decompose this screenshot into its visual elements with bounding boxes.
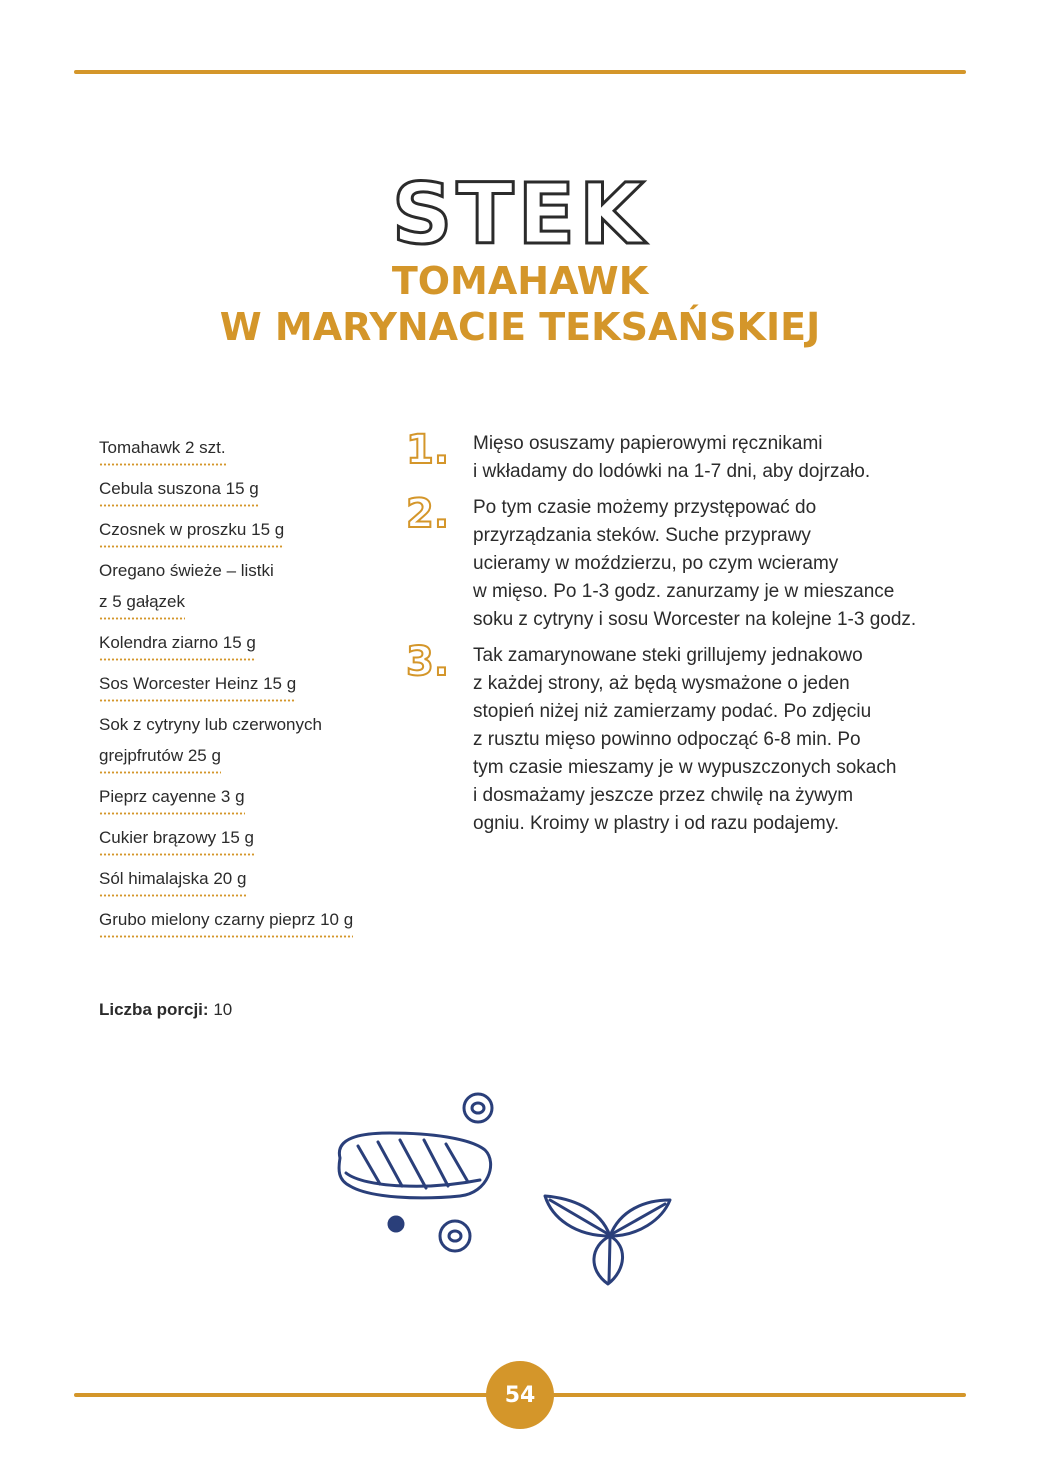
step-line: i dosmażamy jeszcze przez chwilę na żywym bbox=[473, 785, 854, 806]
step-line: tym czasie mieszamy je w wypuszczonych sokach bbox=[473, 757, 897, 778]
herb-leaves-icon bbox=[545, 1196, 670, 1284]
step-number: 3. bbox=[406, 639, 450, 685]
food-illustration bbox=[320, 1088, 720, 1288]
step-line: Po tym czasie możemy przystępować do bbox=[473, 497, 817, 518]
step-line: stopień niżej niż zamierzamy podać. Po zdjęciu bbox=[473, 701, 872, 722]
ingredient-item: Sos Worcester Heinz 15 g bbox=[99, 668, 296, 702]
step-line: Tak zamarynowane steki grillujemy jednakowo bbox=[473, 645, 863, 666]
step-line: w mięso. Po 1-3 godz. zanurzamy je w mieszance bbox=[473, 581, 895, 602]
peppercorn-icon bbox=[389, 1217, 403, 1231]
onion-ring-icon bbox=[440, 1221, 470, 1251]
ingredient-item: Kolendra ziarno 15 g bbox=[99, 627, 256, 661]
step-number: 1. bbox=[406, 427, 450, 473]
step-line: soku z cytryny i sosu Worcester na kolejne 1-3 godz. bbox=[473, 609, 917, 630]
step-line: Mięso osuszamy papierowymi ręcznikami bbox=[473, 433, 823, 454]
preparation-steps bbox=[406, 427, 966, 846]
ingredient-item: Tomahawk 2 szt. bbox=[99, 432, 226, 466]
subtitle-line-2: W MARYNACIE TEKSAŃSKIEJ bbox=[219, 305, 821, 349]
step-line: z każdej strony, aż będą wysmażone o jeden bbox=[473, 673, 850, 694]
step-3 bbox=[406, 639, 966, 838]
step-text bbox=[473, 494, 966, 634]
subtitle-line-1: TOMAHAWK bbox=[391, 259, 649, 303]
servings-label: Liczba porcji: bbox=[99, 1000, 209, 1019]
recipe-subtitle bbox=[0, 258, 1040, 350]
page-title: STEK bbox=[391, 165, 649, 263]
ingredient-item: Cukier brązowy 15 g bbox=[99, 822, 254, 856]
ingredient-item: Cebula suszona 15 g bbox=[99, 473, 259, 507]
servings bbox=[99, 1000, 232, 1020]
step-text bbox=[473, 642, 966, 838]
step-line: i wkładamy do lodówki na 1-7 dni, aby dojrzało. bbox=[473, 461, 871, 482]
ingredient-item: Czosnek w proszku 15 g bbox=[99, 514, 284, 548]
steak-icon bbox=[339, 1133, 491, 1198]
step-number: 2. bbox=[406, 491, 450, 537]
step-2 bbox=[406, 491, 966, 634]
step-1 bbox=[406, 427, 966, 486]
onion-ring-icon bbox=[464, 1094, 492, 1122]
ingredient-item: Sok z cytryny lub czerwonych bbox=[99, 715, 322, 734]
ingredient-item: Sól himalajska 20 g bbox=[99, 863, 246, 897]
step-line: przyrządzania steków. Suche przyprawy bbox=[473, 525, 811, 546]
page-number-badge: 54 bbox=[486, 1361, 554, 1429]
step-line: z rusztu mięso powinno odpocząć 6-8 min. Po bbox=[473, 729, 861, 750]
step-line: ogniu. Kroimy w plastry i od razu podajemy. bbox=[473, 813, 840, 834]
step-line: ucieramy w moździerzu, po czym wcieramy bbox=[473, 553, 839, 574]
step-text bbox=[473, 430, 966, 486]
ingredient-item: Pieprz cayenne 3 g bbox=[99, 781, 245, 815]
ingredient-item: z 5 gałązek bbox=[99, 586, 185, 620]
ingredient-item: Oregano świeże – listki bbox=[99, 561, 274, 580]
ingredient-item: Grubo mielony czarny pieprz 10 g bbox=[99, 904, 353, 938]
ingredients-list bbox=[99, 432, 399, 945]
ingredient-item: grejpfrutów 25 g bbox=[99, 740, 221, 774]
servings-value: 10 bbox=[213, 1000, 233, 1019]
top-divider bbox=[74, 70, 966, 74]
